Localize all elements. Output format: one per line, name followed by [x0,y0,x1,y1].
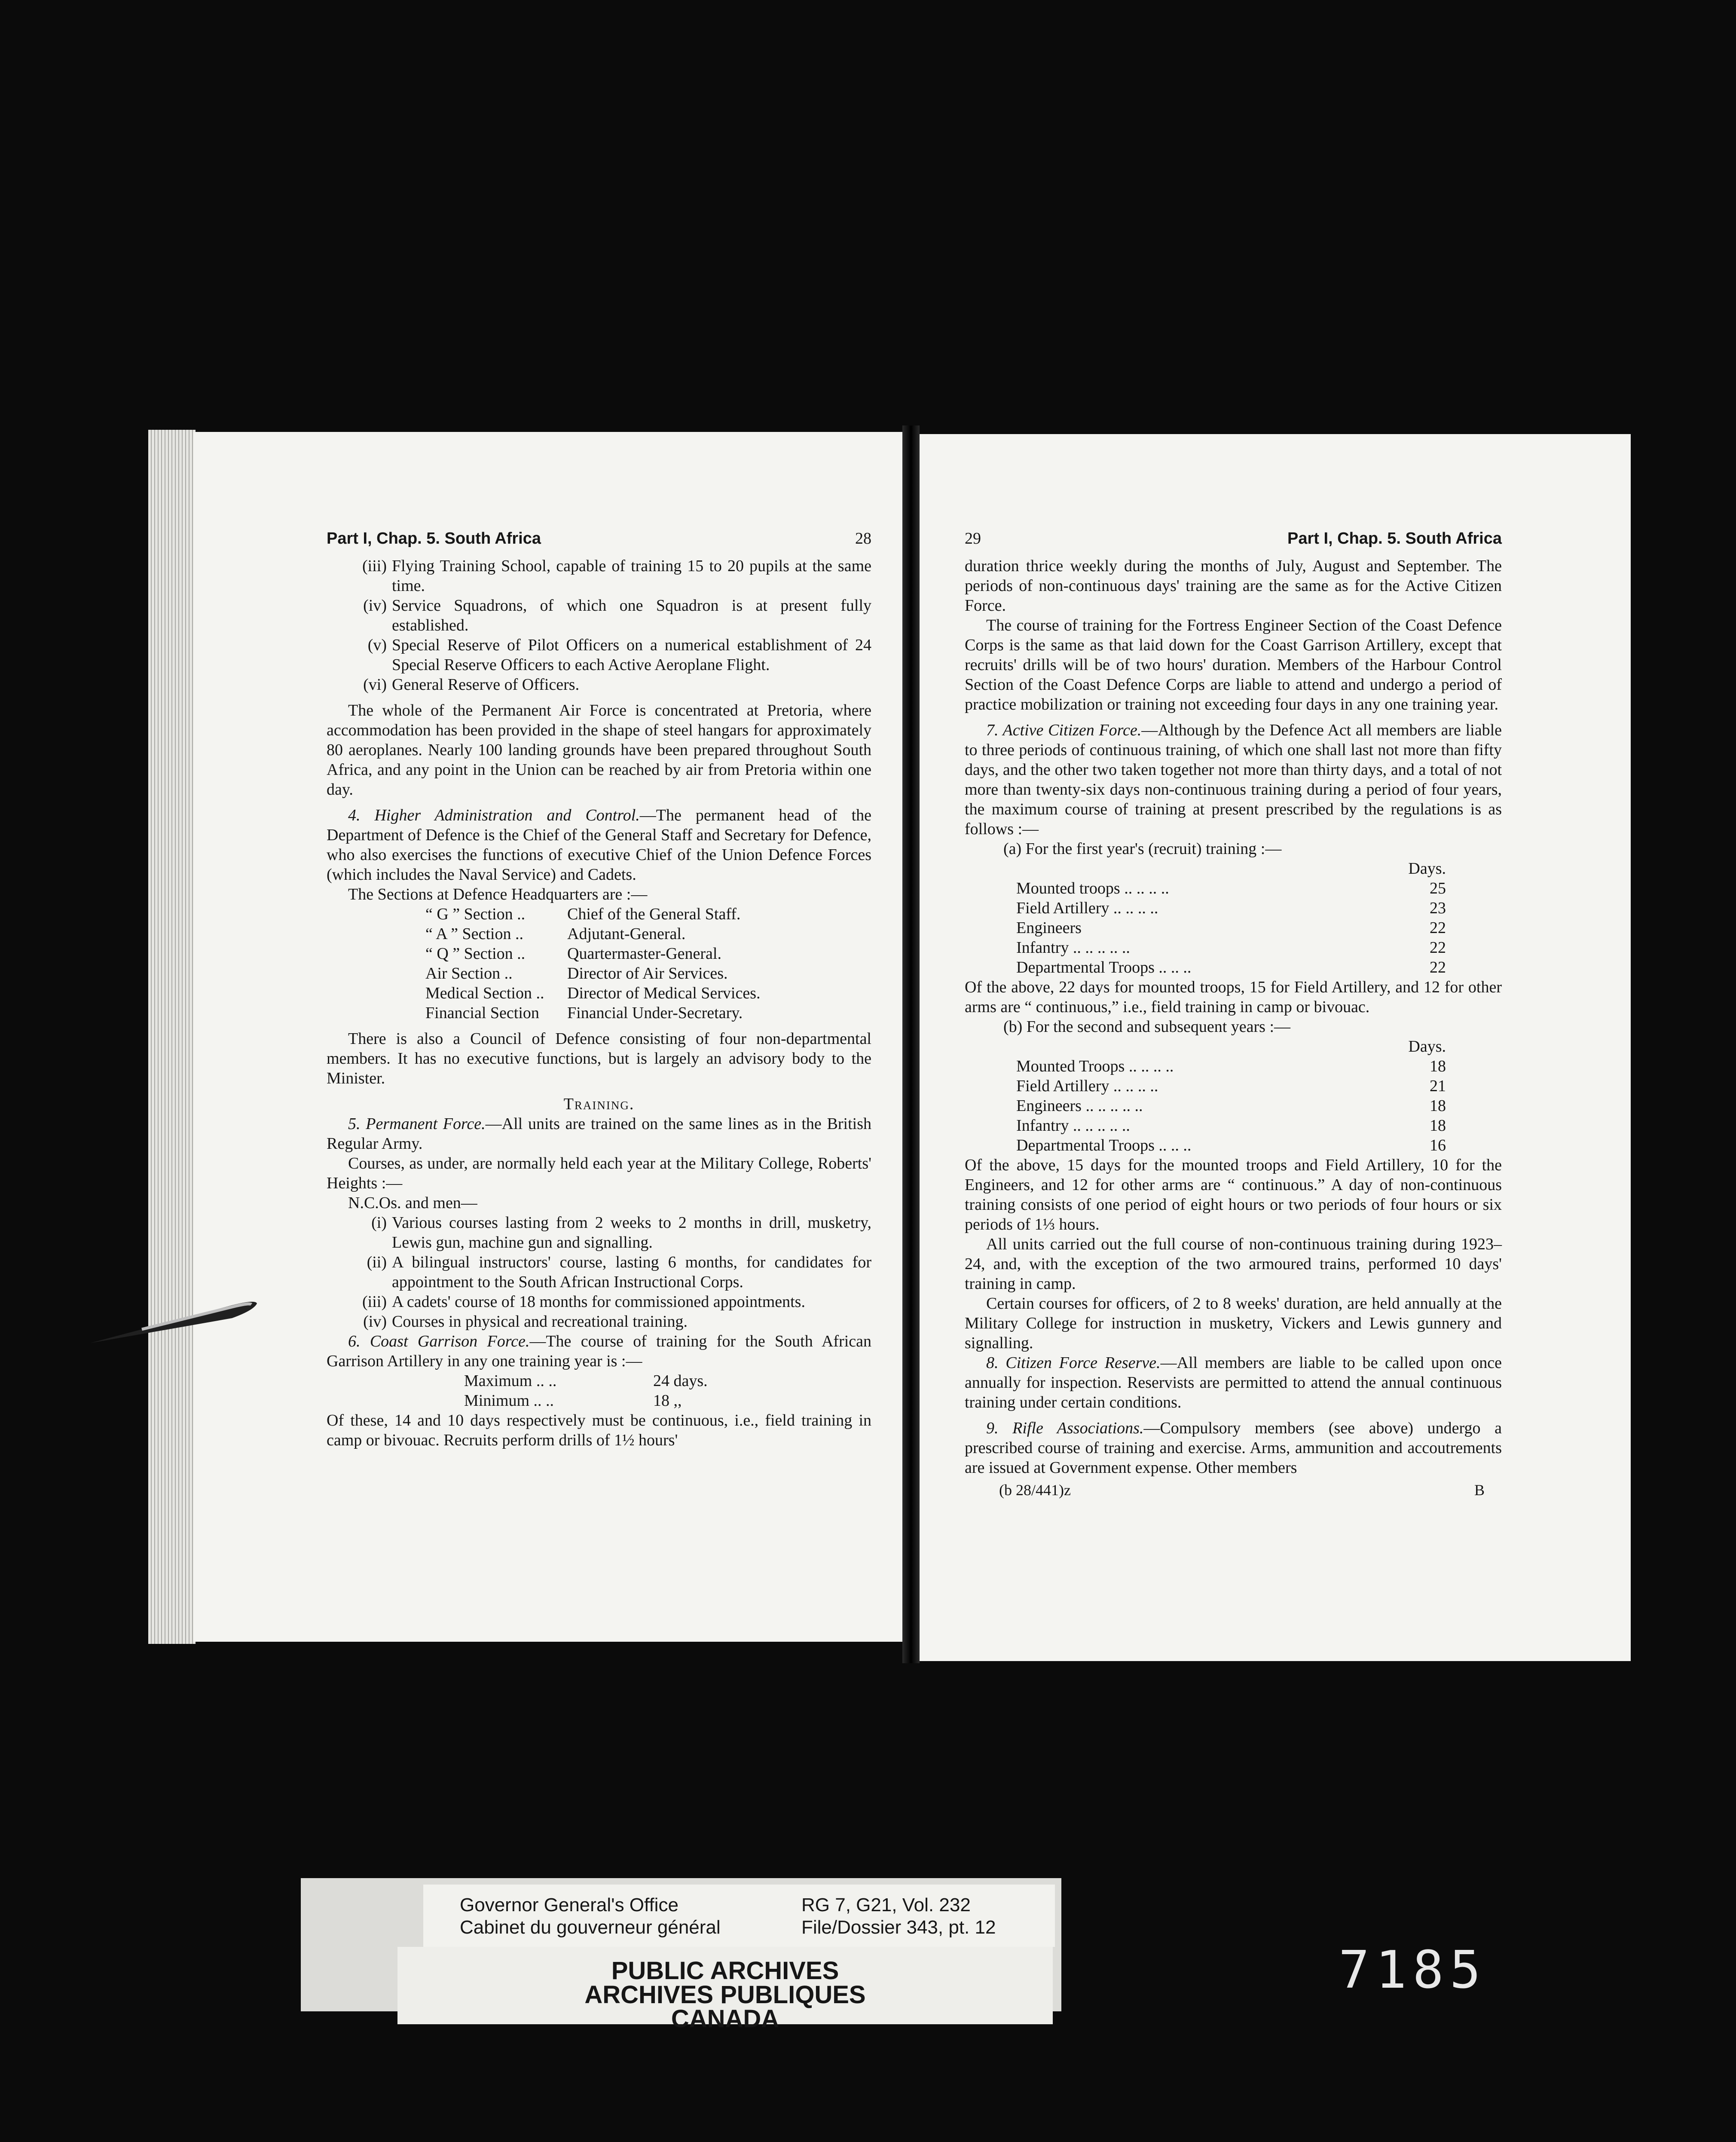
office-name-fr: Cabinet du gouverneur général [460,1917,721,1938]
sections-intro: The Sections at Defence Headquarters are :— [348,885,648,903]
nco-course-item [327,1292,871,1312]
fortress-engineer-paragraph: The course of training for the Fortress Engineer Section of the Coast Defence Corps is the same as that laid down for the Coast Garrison Artillery, except that recruits' drills will be of two hours' duration. Members of the Harbour Control Section of the Coast Defence Corps are liable to attend and undergo a period of practice mobilization or training not exceeding four days in any one training year. [965,616,1502,713]
first-year-summary: Of the above, 22 days for mounted troops, 15 for Field Artillery, and 12 for other arms are “ continuous,” i.e., field training in camp or bivouac. [965,978,1502,1016]
headquarters-sections-table [425,904,871,1023]
section-6-heading: 6. Coast Garrison Force. [348,1332,530,1350]
page-footer [999,1480,1485,1500]
days-column-header: Days. [1408,860,1446,878]
left-page-header [327,529,871,548]
garrison-row [464,1391,871,1411]
first-year-row-value: 23 [1430,899,1446,917]
first-year-row-name: Departmental Troops .. .. .. [1016,958,1192,976]
section-row-name: Financial Section [425,1004,539,1022]
section-row [425,1003,871,1023]
air-force-units-list [327,556,871,695]
section-4-paragraph [327,805,871,884]
list-item-label: (ii) [367,1253,387,1271]
section-row [425,983,871,1003]
section-9-paragraph [965,1418,1502,1478]
section-4-heading: 4. Higher Administration and Control. [348,806,640,824]
section-row-value: Director of Medical Services. [567,984,761,1002]
first-year-row [1016,898,1446,918]
archive-reference-label [423,1885,1055,1947]
list-item-text: Various courses lasting from 2 weeks to 2 months in drill, musketry, Lewis gun, machine gun and signalling. [392,1214,871,1252]
office-name-en: Governor General's Office [460,1894,679,1916]
print-code: (b 28/441)z [999,1481,1071,1499]
first-year-row [1016,938,1446,958]
left-page-number: 28 [855,529,871,548]
section-7-heading: 7. Active Citizen Force. [986,721,1142,739]
second-year-row-name: Infantry .. .. .. .. .. [1016,1117,1130,1135]
garrison-training-table [464,1371,871,1411]
section-row-name: Air Section .. [425,964,513,982]
nco-courses-list [327,1213,871,1331]
section-9-text: —Compulsory members (see above) undergo a prescribed course of training and exercise. Arms, ammunition and accoutrements are issued at Government expense. Other members [965,1419,1502,1477]
first-year-row-name: Field Artillery .. .. .. .. [1016,899,1158,917]
garrison-row-name: Minimum .. .. [464,1392,554,1410]
section-5-paragraph [327,1114,871,1154]
second-year-row-name: Engineers .. .. .. .. .. [1016,1097,1143,1115]
section-row-name: Medical Section .. [425,984,544,1002]
list-item-label: (iii) [362,557,387,575]
section-6-paragraph [327,1331,871,1371]
training-heading: Training. [563,1095,635,1113]
first-year-row-name: Engineers [1016,919,1082,937]
section-row-value: Director of Air Services. [567,964,728,982]
section-7-paragraph [965,720,1502,839]
garrison-row-value: 24 days. [653,1372,708,1390]
air-force-unit-item [327,556,871,596]
section-row-value: Quartermaster-General. [567,945,721,963]
list-item-text: Courses in physical and recreational training. [392,1313,688,1331]
list-item-label: (v) [367,636,387,654]
right-page-number: 29 [965,529,981,548]
section-row-name: “ A ” Section .. [425,925,523,943]
second-year-row [1016,1135,1446,1155]
section-row [425,904,871,924]
file-dossier-ref: File/Dossier 343, pt. 12 [801,1917,996,1938]
first-year-row-value: 25 [1430,879,1446,897]
list-item-label: (iii) [362,1293,387,1311]
left-page [193,432,902,1642]
second-year-row-value: 18 [1430,1057,1446,1075]
first-year-row-value: 22 [1430,958,1446,976]
stamp-line-2: ARCHIVES PUBLIQUES [584,1981,866,2009]
section-5-heading: 5. Permanent Force. [348,1115,486,1133]
section-row-value: Adjutant-General. [567,925,686,943]
first-year-row [1016,878,1446,898]
record-group-ref: RG 7, G21, Vol. 232 [801,1894,971,1916]
section-8-heading: 8. Citizen Force Reserve. [986,1354,1161,1372]
list-item-text: Flying Training School, capable of training 15 to 20 pupils at the same time. [392,557,871,595]
second-year-row-name: Departmental Troops .. .. .. [1016,1136,1192,1154]
section-5-text: —All units are trained on the same lines as in the British Regular Army. [327,1115,872,1153]
air-force-unit-item [327,675,871,695]
section-row-name: “ G ” Section .. [425,905,526,923]
right-header-title: Part I, Chap. 5. South Africa [1287,529,1502,548]
second-year-row [1016,1096,1446,1116]
garrison-row [464,1371,871,1391]
list-item-text: Service Squadrons, of which one Squadron is at present fully established. [392,597,871,634]
nco-course-item [327,1312,871,1331]
second-year-row-name: Mounted Troops .. .. .. .. [1016,1057,1174,1075]
list-item-text: A bilingual instructors' course, lasting 6 months, for candidates for appointment to the South African Instructional Corps. [392,1253,871,1291]
nco-course-item [327,1213,871,1252]
second-year-row [1016,1076,1446,1096]
nco-intro: N.C.Os. and men— [348,1194,477,1212]
garrison-continuous-paragraph: Of these, 14 and 10 days respectively must be continuous, i.e., field training in camp or bivouac. Recruits perform drills of 1½ hours' [327,1411,871,1449]
section-row [425,964,871,983]
section-row-name: “ Q ” Section .. [425,945,526,963]
nco-course-item [327,1252,871,1292]
section-row [425,924,871,944]
continuation-paragraph: duration thrice weekly during the months of July, August and September. The periods of non-continuous days' training are the same as for the Active Citizen Force. [965,557,1502,615]
section-6-text: —The course of training for the South African Garrison Artillery in any one training year is :— [327,1332,871,1370]
courses-paragraph: Courses, as under, are normally held each year at the Military College, Roberts' Heights :— [327,1154,871,1192]
units-paragraph: All units carried out the full course of non-continuous training during 1923–24, and, with the exception of the two armoured trains, performed 10 days' training in camp. [965,1235,1502,1293]
pen-tip-image [90,1296,258,1343]
section-row-value: Financial Under-Secretary. [567,1004,743,1022]
second-year-row-value: 21 [1430,1077,1446,1095]
section-7-text: —Although by the Defence Act all members are liable to three periods of continuous training, of which one shall last not more than fifty days, and the other two taken together not more than thirty days, and a total of not more than twenty-six days non-continuous training during a period of four years, the maximum course of training at present prescribed by the regulations is as follows :— [965,721,1502,838]
frame-number: 7185 [1339,1940,1487,2000]
right-page [920,434,1631,1661]
first-year-row-name: Infantry .. .. .. .. .. [1016,939,1130,957]
book-spine [902,425,920,1663]
second-year-row [1016,1116,1446,1135]
air-force-unit-item [327,635,871,675]
second-year-row-value: 18 [1430,1117,1446,1135]
second-year-row-value: 16 [1430,1136,1446,1154]
section-row [425,944,871,964]
second-year-intro: (b) For the second and subsequent years :— [1003,1018,1291,1036]
right-page-header [965,529,1502,548]
list-item-label: (i) [371,1214,387,1232]
garrison-row-value: 18 ,, [653,1392,682,1410]
second-year-row-value: 18 [1430,1097,1446,1115]
list-item-label: (iv) [363,1313,387,1331]
second-year-row-name: Field Artillery .. .. .. .. [1016,1077,1158,1095]
days-column-header-2: Days. [1408,1037,1446,1056]
air-force-paragraph: The whole of the Permanent Air Force is concentrated at Pretoria, where accommodation has been provided in the shape of steel hangars for approximately 80 aeroplanes. Nearly 100 landing grounds have been prepared throughout South Africa, and any point in the Union can be reached by air from Pretoria within one day. [327,701,871,799]
second-year-summary: Of the above, 15 days for the mounted troops and Field Artillery, 10 for the Engineers, and 12 for other arms are “ continuous.” A day of non-continuous training consists of one period of eight hours or two periods of four hours or six periods of 1⅓ hours. [965,1156,1502,1233]
first-year-days-table [1016,859,1446,977]
list-item-text: Special Reserve of Pilot Officers on a numerical establishment of 24 Special Reserve Officers to each Active Aeroplane Flight. [392,636,871,674]
first-year-row [1016,918,1446,938]
section-row-value: Chief of the General Staff. [567,905,741,923]
section-4-text: —The permanent head of the Department of Defence is the Chief of the General Staff and Secretary for Defence, who also exercises the functions of executive Chief of the Union Defence Forces (which includes the Naval Service) and Cadets. [327,806,871,884]
stamp-line-3: CANADA [671,2005,779,2033]
section-8-text: —All members are liable to be called upon once annually for inspection. Reservists are permitted to attend the annual continuous training under certain conditions. [965,1354,1502,1411]
air-force-unit-item [327,596,871,635]
page-edges [148,430,196,1644]
second-year-days-table [1016,1037,1446,1155]
list-item-label: (vi) [363,676,387,694]
first-year-row-value: 22 [1430,919,1446,937]
section-8-paragraph [965,1353,1502,1412]
left-header-title: Part I, Chap. 5. South Africa [327,529,541,548]
list-item-label: (iv) [363,597,387,615]
garrison-row-name: Maximum .. .. [464,1372,557,1390]
council-paragraph: There is also a Council of Defence consisting of four non-departmental members. It has no executive functions, but is largely an advisory body to the Minister. [327,1030,871,1087]
list-item-text: A cadets' course of 18 months for commissioned appointments. [392,1293,805,1311]
public-archives-stamp [397,1947,1053,2033]
first-year-intro: (a) For the first year's (recruit) training :— [1003,840,1282,858]
officers-courses-paragraph: Certain courses for officers, of 2 to 8 weeks' duration, are held annually at the Military College for instruction in musketry, Vickers and Lewis gunnery and signalling. [965,1294,1502,1352]
second-year-row [1016,1056,1446,1076]
first-year-row [1016,958,1446,977]
list-item-text: General Reserve of Officers. [392,676,580,694]
signature-mark: B [1474,1481,1485,1499]
section-9-heading: 9. Rifle Associations. [986,1419,1144,1437]
first-year-row-name: Mounted troops .. .. .. .. [1016,879,1169,897]
first-year-row-value: 22 [1430,939,1446,957]
stamp-line-1: PUBLIC ARCHIVES [611,1957,839,1985]
